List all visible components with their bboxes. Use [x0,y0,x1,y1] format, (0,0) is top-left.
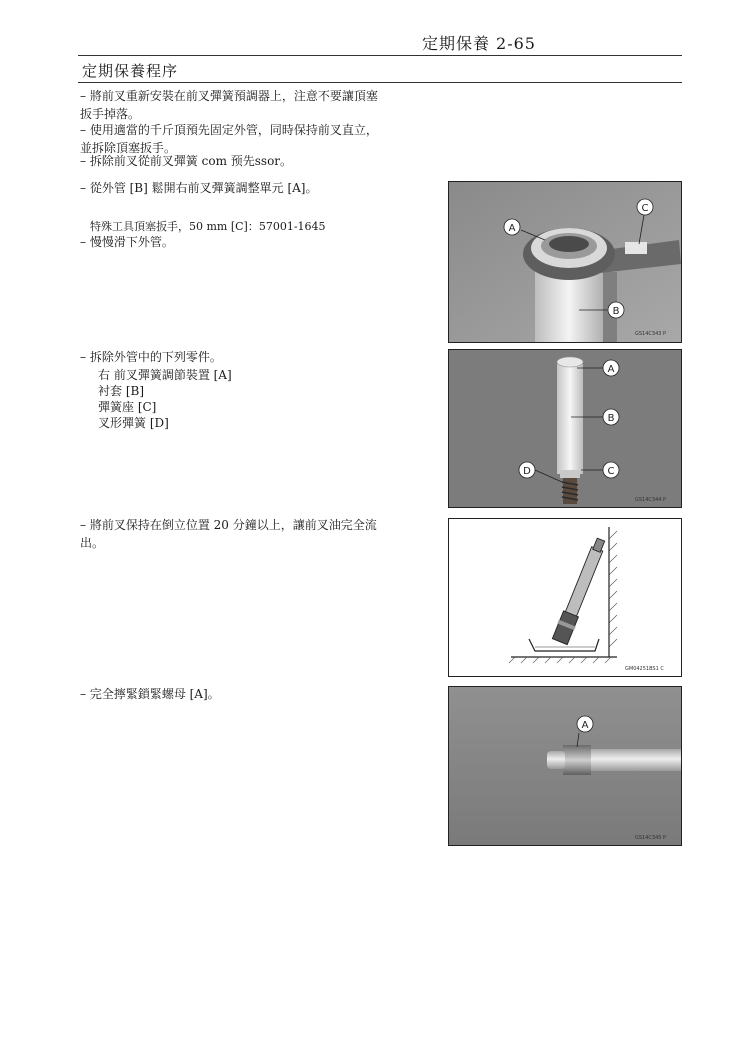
special-tool-note: 特殊工具頂塞扳手，50 mm [C]：57001-1645 [90,220,326,233]
parts-list-item: 叉形彈簧 [D] [98,416,169,430]
figure-label: B [612,306,620,317]
step-text: – 慢慢滑下外管。 [80,235,174,249]
step-text: – 從外管 [B] 鬆開右前叉彈簧調整單元 [A]。 [80,181,318,195]
step-text: – 拆除外管中的下列零件。 [80,350,222,364]
step-text: – 將前叉重新安裝在前叉彈簧預調器上，注意不要讓頂塞 [80,89,378,103]
figure-code: GM04251BS1 C [625,666,664,672]
step-text: 出。 [80,536,105,550]
page-header-title: 定期保養 2-65 [421,34,536,53]
parts-list-item: 彈簧座 [C] [98,400,157,414]
figure-wrench-photo [448,181,682,343]
figure-label: A [607,364,615,375]
figure-parts-photo [448,349,682,508]
parts-list-item: 右 前叉彈簧調節裝置 [A] [98,368,232,382]
header-rule [78,55,682,56]
figure-code: GS14C345 P [635,835,667,841]
step-text: – 將前叉保持在倒立位置 20 分鐘以上，讓前叉油完全流 [80,518,377,532]
step-text: – 完全擰緊鎖緊螺母 [A]。 [80,687,220,701]
figure-locknut-photo [448,686,682,846]
figure-label: D [523,466,531,477]
figure-code: GS14C343 P [635,331,667,337]
parts-list-item: 衬套 [B] [98,384,144,398]
step-text: 並拆除頂塞扳手。 [80,141,177,155]
figure-label: C [607,466,615,477]
section-title: 定期保養程序 [82,62,179,80]
figure-label: A [508,223,516,234]
section-rule [78,82,682,83]
figure-label: B [607,413,615,424]
step-text: – 使用適當的千斤頂預先固定外管，同時保持前叉直立， [80,123,378,137]
figure-label: A [581,720,589,731]
step-text: 扳手掉落。 [80,107,141,121]
figure-drain-diagram [448,518,682,677]
step-text: – 拆除前叉從前叉彈簧 com 预先ssor。 [80,154,293,168]
figure-code: GS14C344 P [635,497,667,503]
figure-label: C [641,203,649,214]
